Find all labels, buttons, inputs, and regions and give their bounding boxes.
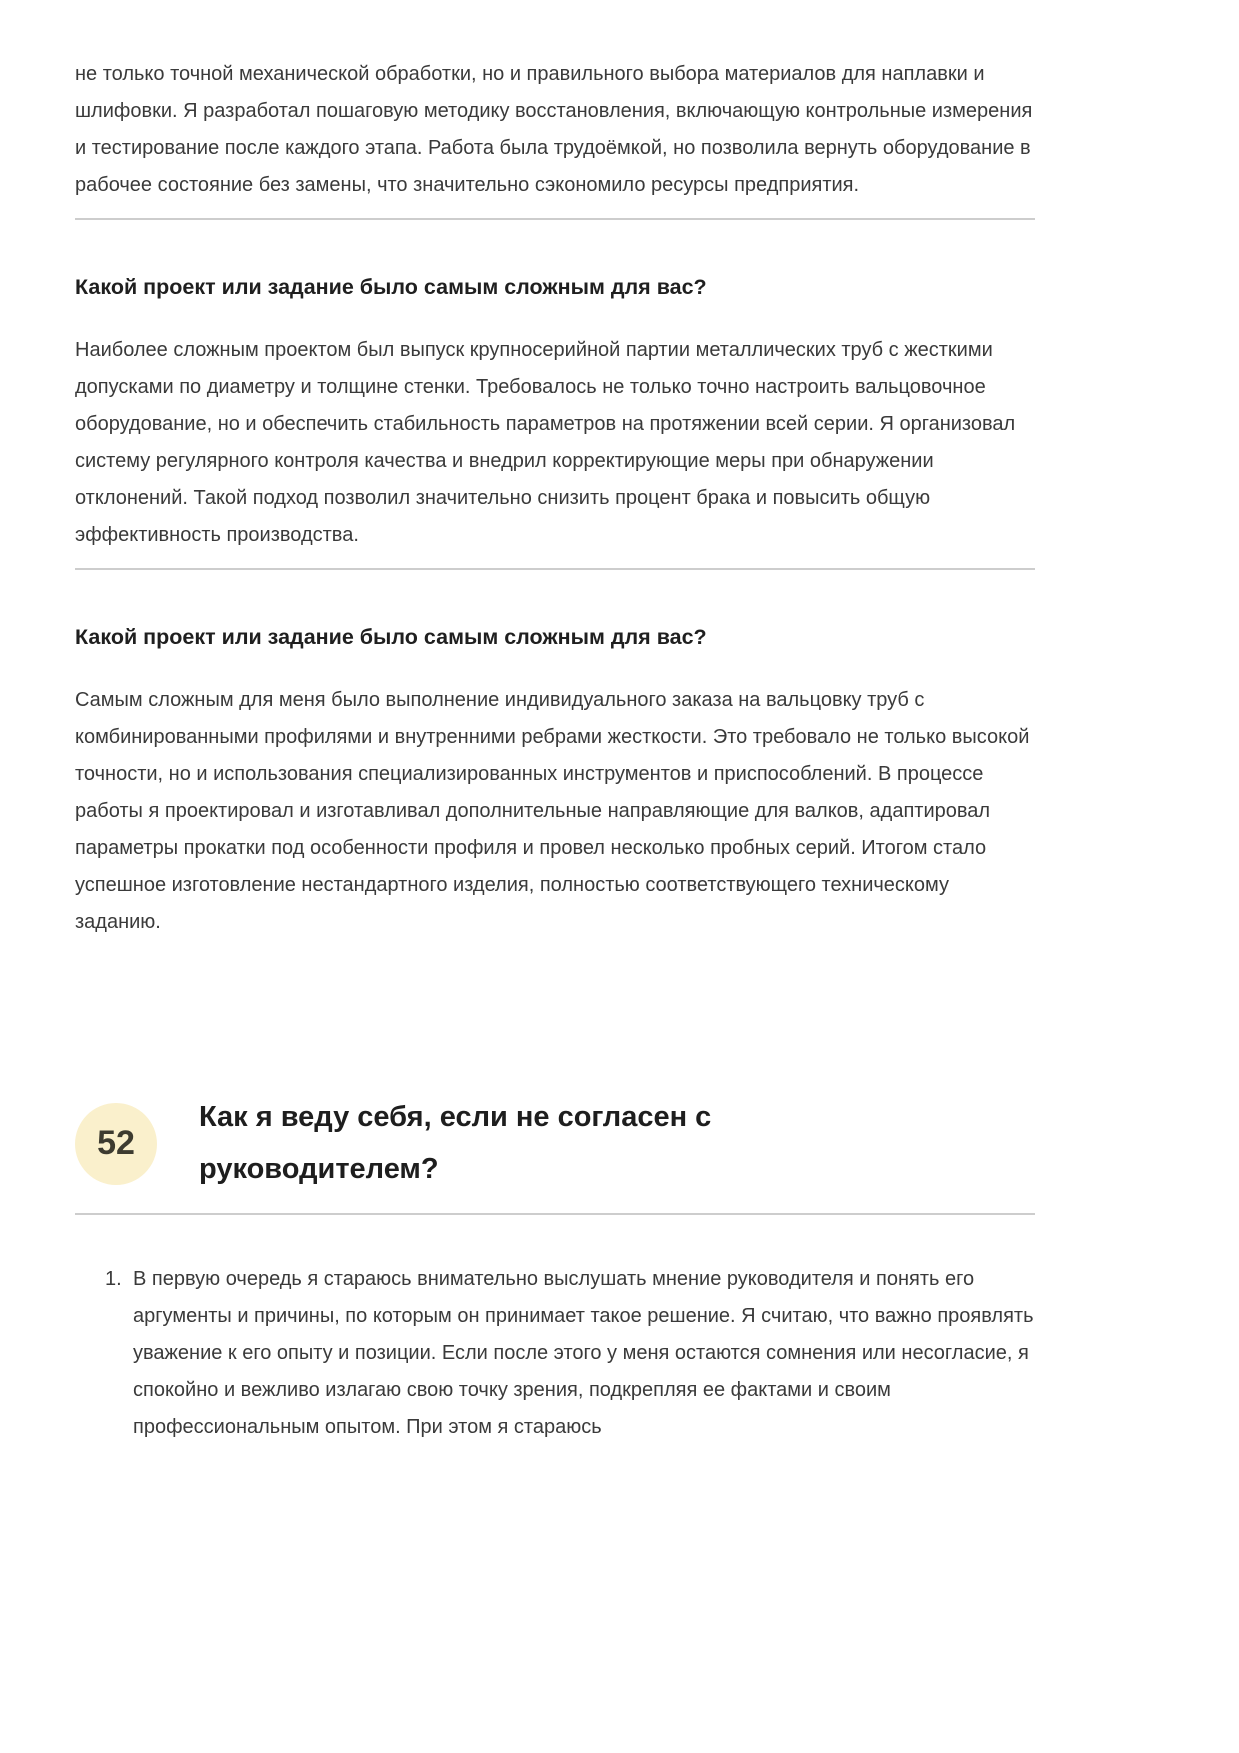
section-divider	[75, 218, 1035, 220]
answer-paragraph: Наиболее сложным проектом был выпуск крупносерийной партии металлических труб с жесткими допусками по диаметру и толщине стенки. Требовалось не только точно настроить вальцовочное оборудование, но и обеспечить стабильность параметров на протяжении всей серии. Я организовал систему регулярного контроля качества и внедрил корректирующие меры при обнаружении отклонений. Такой подход позволил значительно снизить процент брака и повысить общую эффективность производства.	[75, 338, 1016, 546]
numbered-question-block	[75, 1091, 1035, 1195]
answer-list-item	[105, 1261, 1035, 1446]
continuation-paragraph: не только точной механической обработки, но и правильного выбора материалов для наплавки и шлифовки. Я разработал пошаговую методику восстановления, включающую контрольные измерения и тестирование после каждого этапа. Работа была трудоёмкой, но позволила вернуть оборудование в рабочее состояние без замены, что значительно сэкономило ресурсы предприятия.	[75, 63, 1033, 196]
question-heading: Какой проект или задание было самым сложным для вас?	[75, 275, 707, 299]
question-number: 52	[97, 1124, 135, 1163]
section-divider	[75, 568, 1035, 570]
qa-section-2	[75, 624, 1035, 941]
question-number-badge	[75, 1103, 157, 1185]
question-heading: Какой проект или задание было самым сложным для вас?	[75, 624, 707, 649]
list-text: В первую очередь я стараюсь внимательно выслушать мнение руководителя и понять его аргументы и причины, по которым он принимает такое решение. Я считаю, что важно проявлять уважение к его опыту и позиции. Если после этого у меня остаются сомнения или несогласие, я спокойно и вежливо излагаю свою точку зрения, подкрепляя ее фактами и своим профессиональным опытом. При этом я стараюсь	[133, 1268, 1034, 1439]
qa-section-1	[75, 274, 1035, 554]
question-title: Как я веду себя, если не согласен с руководителем?	[199, 1100, 712, 1186]
answer-paragraph: Самым сложным для меня было выполнение индивидуального заказа на вальцовку труб с комбинированными профилями и внутренними ребрами жесткости. Это требовало не только высокой точности, но и использования специализированных инструментов и приспособлений. В процессе работы я проектировал и изготавливал дополнительные направляющие для валков, адаптировал параметры прокатки под особенности профиля и провел несколько пробных серий. Итогом стало успешное изготовление нестандартного изделия, полностью соответствующего техническому заданию.	[75, 688, 1030, 933]
question-title-divider	[75, 1213, 1035, 1215]
list-marker: 1.	[105, 1268, 122, 1291]
answer-list	[75, 1261, 1035, 1446]
